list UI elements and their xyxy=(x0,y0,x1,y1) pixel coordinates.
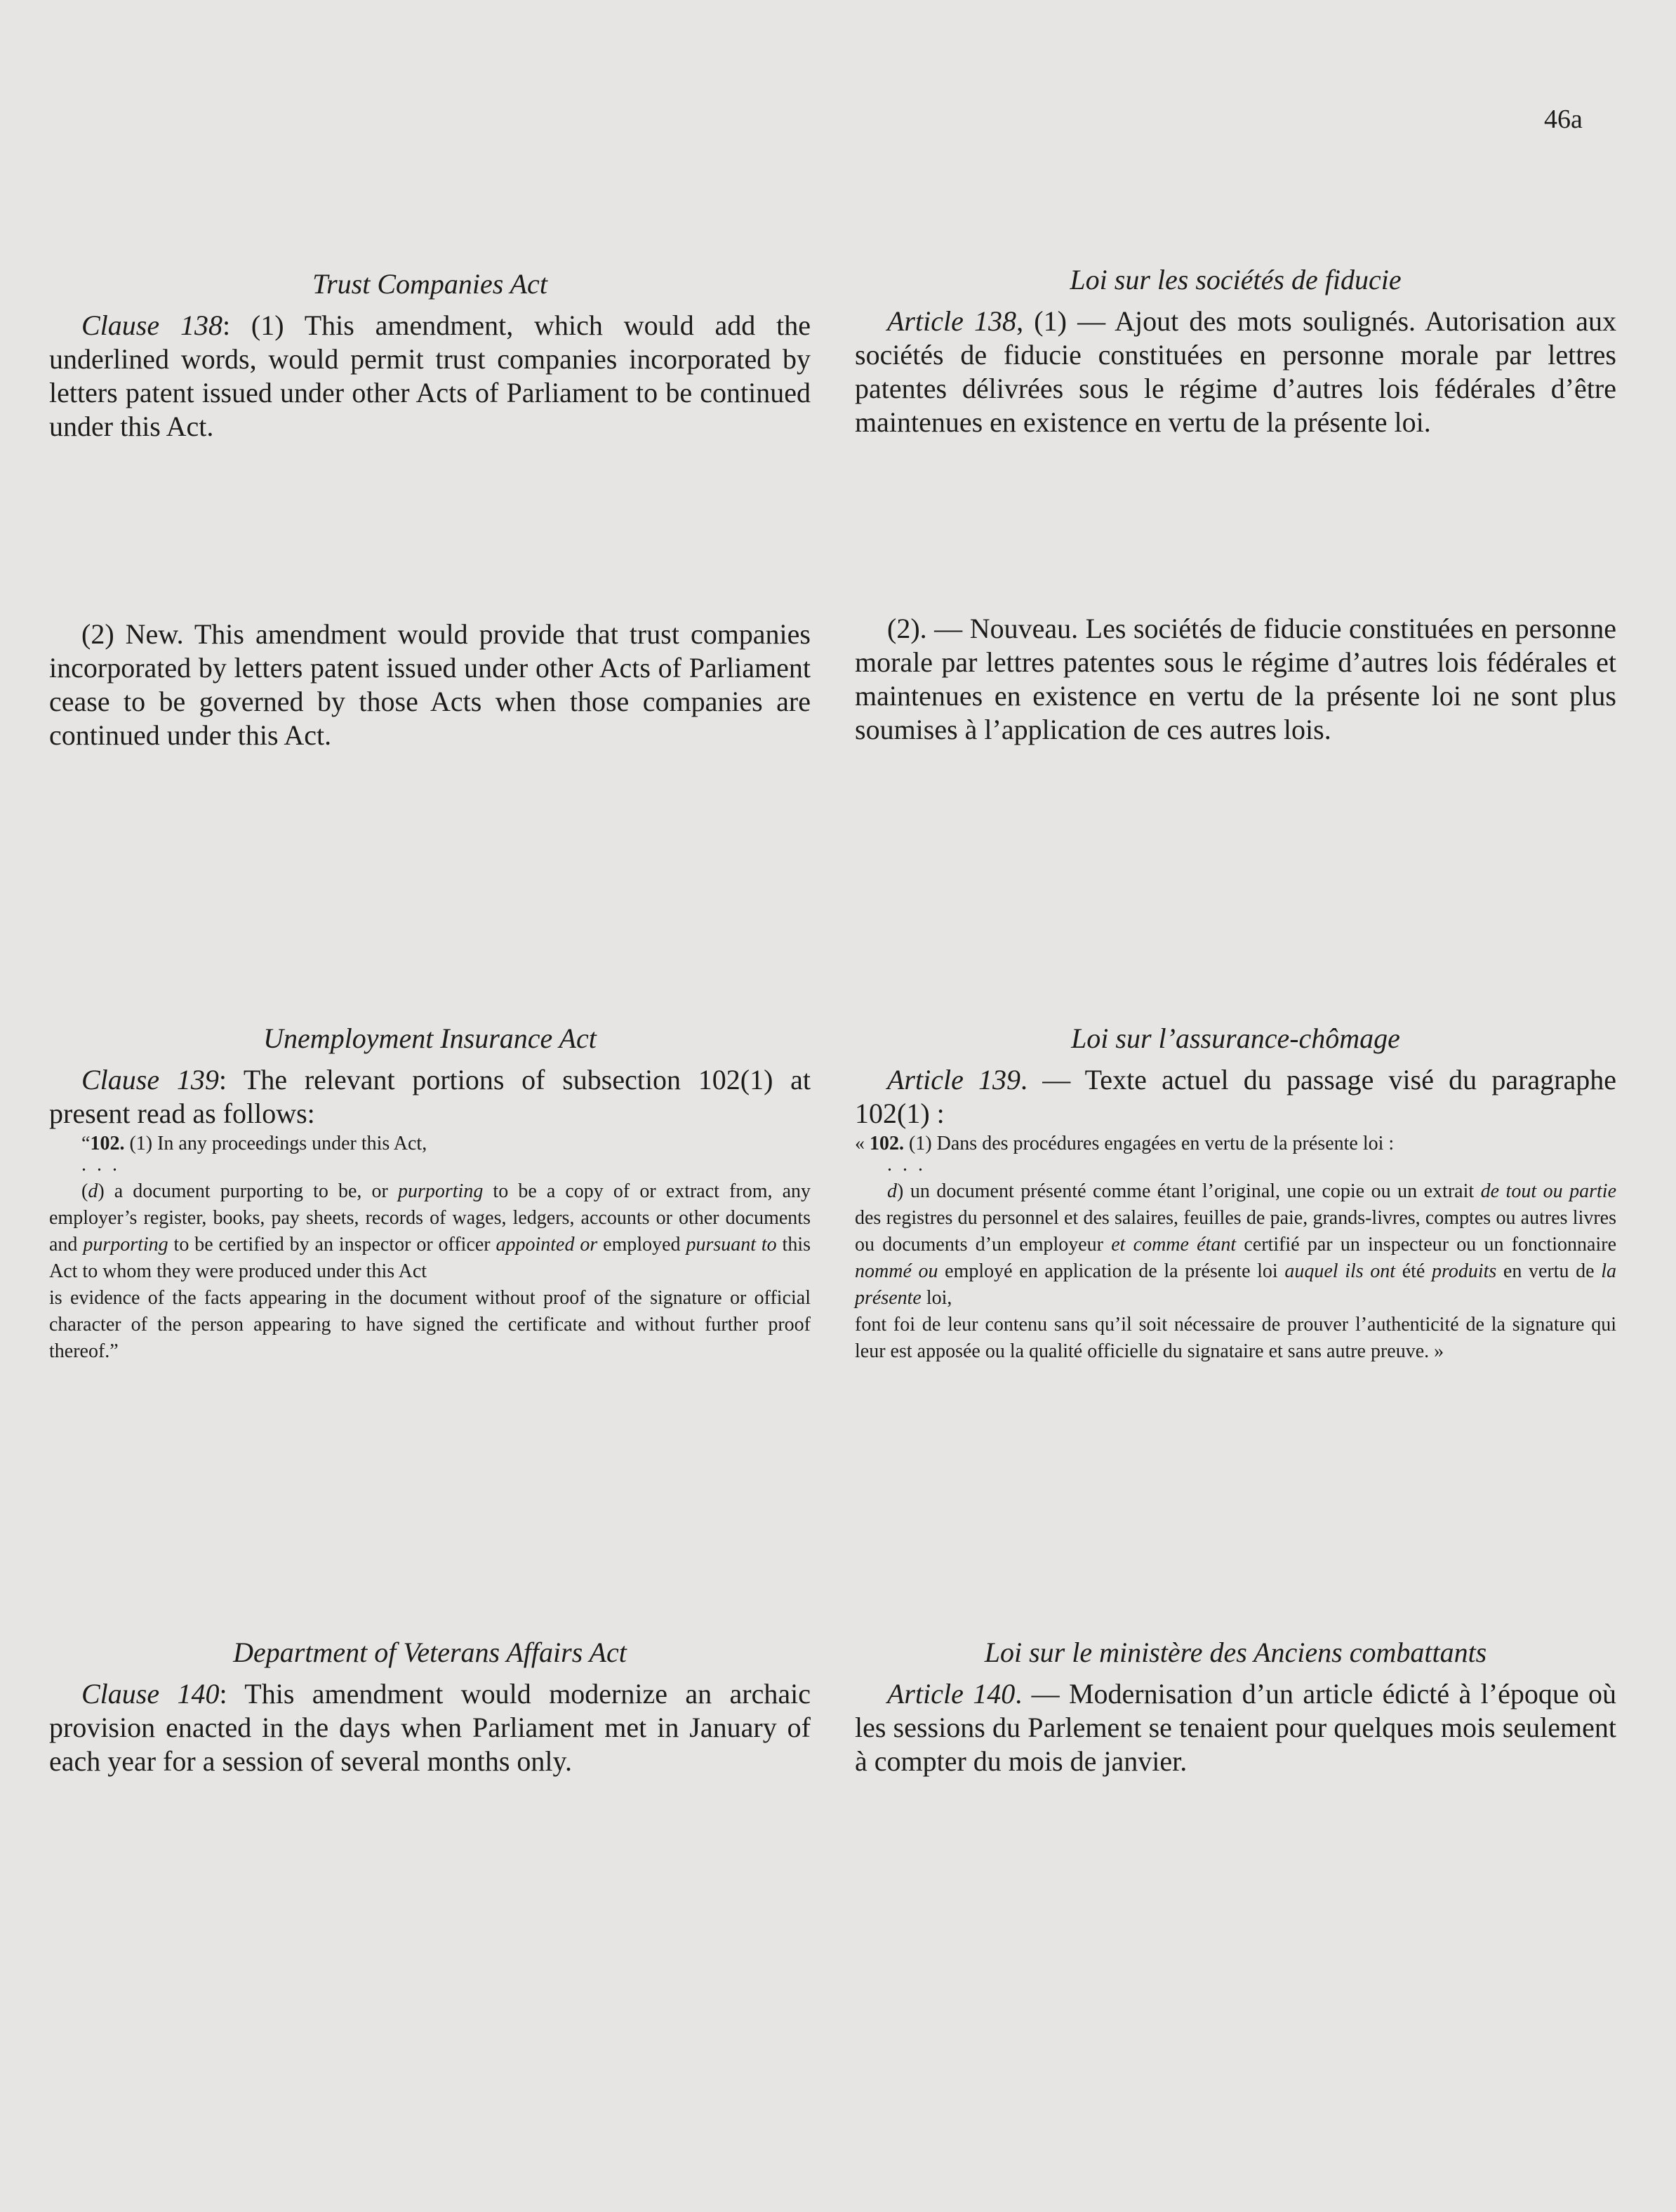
q-text: ) a document purporting to be, or xyxy=(98,1180,398,1202)
q-text: ( xyxy=(81,1180,88,1202)
french-quote-first-line xyxy=(855,1131,1616,1157)
french-heading-fiducie: Loi sur les sociétés de fiducie xyxy=(1070,264,1402,295)
english-clause-140-paragraph xyxy=(49,1677,811,1778)
french-article-140-paragraph xyxy=(855,1677,1616,1778)
q-text: to be a copy of or extract from, any employer’s register, books, pay sheets, records of wages, ledgers, accounts or other documents and xyxy=(49,1180,811,1255)
q-text: ) un document présenté comme étant l’original, une copie ou un extrait xyxy=(897,1180,1481,1202)
quote-first-text: (1) In any proceedings under this Act, xyxy=(124,1133,427,1154)
english-section-138 xyxy=(49,267,811,444)
page-number: 46a xyxy=(1544,105,1583,134)
article-text: , (1) — Ajout des mots soulignés. Autorisation aux sociétés de fiducie constituées en personne morale par lettres patentes délivrées sous le régime d’autres lois fédérales d’être maintenues en existence en vertu de la présente loi. xyxy=(855,305,1616,438)
q-letter: d xyxy=(88,1180,98,1202)
q-text: to be certified by an inspector or officer xyxy=(168,1234,496,1255)
article-label: Article 139 xyxy=(887,1064,1021,1095)
english-heading-unemployment: Unemployment Insurance Act xyxy=(263,1022,597,1054)
french-section-138-2 xyxy=(855,612,1616,747)
quote-first-text: (1) Dans des procédures engagées en vertu de la présente loi : xyxy=(904,1133,1395,1154)
english-clause-138-paragraph-1 xyxy=(49,309,811,444)
french-article-138-paragraph-2: (2). — Nouveau. Les sociétés de fiducie constituées en personne morale par lettres patentes sous le régime d’autres lois fédérales et maintenues en existence en vertu de la présente loi ne sont plus soumises à l’application de ces autres lois. xyxy=(855,613,1616,745)
quote-open: “ xyxy=(81,1133,91,1154)
q-italic: appointed or xyxy=(496,1234,598,1255)
french-article-138-paragraph-1 xyxy=(855,305,1616,439)
french-section-140 xyxy=(855,1635,1616,1778)
q-text: this Act to whom they were produced under this Act xyxy=(49,1234,811,1282)
section-number: 102. xyxy=(870,1133,904,1154)
english-quote-closing: is evidence of the facts appearing in the document without proof of the signature or official character of the person appearing to have signed the certificate and without further proof thereof.” xyxy=(49,1287,811,1362)
french-heading-anciens-combattants: Loi sur le ministère des Anciens combattants xyxy=(984,1637,1487,1668)
ellipsis: . . . xyxy=(81,1154,120,1175)
article-text: . — Modernisation d’un article édicté à l’époque où les sessions du Parlement se tenaient pour quelques mois seulement à compter du mois de janvier. xyxy=(855,1678,1616,1777)
clause-label: Clause 139 xyxy=(81,1064,219,1095)
french-quote-closing: font foi de leur contenu sans qu’il soit nécessaire de prouver l’authenticité de la signature qui leur est apposée ou la qualité officielle du signataire et sans autre preuve. » xyxy=(855,1314,1616,1362)
q-italic: nommé ou xyxy=(855,1260,938,1282)
clause-label: Clause 140 xyxy=(81,1678,220,1710)
article-label: Article 140 xyxy=(887,1678,1016,1710)
english-section-139 xyxy=(49,1021,811,1365)
french-section-139 xyxy=(855,1021,1616,1365)
q-italic: de tout ou partie xyxy=(1480,1180,1616,1202)
q-letter: d xyxy=(887,1180,897,1202)
q-text: des registres du personnel et des salaires, feuilles de paie, grands-livres, comptes ou autres livres ou documents d’un employeur xyxy=(855,1207,1616,1255)
section-number: 102. xyxy=(90,1133,125,1154)
french-heading-assurance-chomage: Loi sur l’assurance-chômage xyxy=(1071,1022,1400,1054)
clause-text: : The relevant portions of subsection 102(1) at present read as follows: xyxy=(49,1064,811,1129)
french-quote-paragraph-d xyxy=(855,1178,1616,1312)
quote-open: « xyxy=(855,1133,870,1154)
q-text: certifié par un inspecteur ou un fonctionnaire xyxy=(1236,1234,1616,1255)
q-text: employed xyxy=(597,1234,686,1255)
q-text: loi, xyxy=(921,1287,952,1309)
q-italic: produits xyxy=(1431,1260,1497,1282)
q-italic: pursuant to xyxy=(686,1234,777,1255)
q-italic: la présente xyxy=(855,1260,1617,1309)
q-text: été xyxy=(1395,1260,1432,1282)
english-heading-trust-companies: Trust Companies Act xyxy=(312,268,547,300)
english-clause-138-paragraph-2: (2) New. This amendment would provide that trust companies incorporated by letters patent issued under other Acts of Parliament cease to be governed by those Acts when those companies are continued under this Act. xyxy=(49,618,811,751)
clause-label: Clause 138 xyxy=(81,309,222,341)
english-quote-paragraph-d xyxy=(49,1178,811,1285)
article-label: Article 138 xyxy=(887,305,1017,337)
clause-text: : This amendment would modernize an archaic provision enacted in the days when Parliament met in January of each year for a session of several months only. xyxy=(49,1678,811,1777)
clause-text: : (1) This amendment, which would add the underlined words, would permit trust companies incorporated by letters patent issued under other Acts of Parliament to be continued under this Act. xyxy=(49,309,811,442)
q-italic: et comme étant xyxy=(1111,1234,1237,1255)
ellipsis: . . . xyxy=(887,1154,926,1175)
q-text: employé en application de la présente loi xyxy=(938,1260,1285,1282)
q-italic: purporting xyxy=(83,1234,168,1255)
english-clause-139-paragraph xyxy=(49,1063,811,1131)
french-section-138 xyxy=(855,262,1616,439)
article-text: . — Texte actuel du passage visé du paragraphe 102(1) : xyxy=(855,1064,1616,1129)
q-italic: purporting xyxy=(397,1180,484,1202)
english-heading-veterans: Department of Veterans Affairs Act xyxy=(233,1637,627,1668)
english-quote-first-line xyxy=(49,1131,811,1157)
english-section-138-2 xyxy=(49,618,811,752)
q-italic: auquel ils ont xyxy=(1284,1260,1396,1282)
french-article-139-paragraph xyxy=(855,1063,1616,1131)
q-text: en vertu de xyxy=(1496,1260,1602,1282)
english-section-140 xyxy=(49,1635,811,1778)
